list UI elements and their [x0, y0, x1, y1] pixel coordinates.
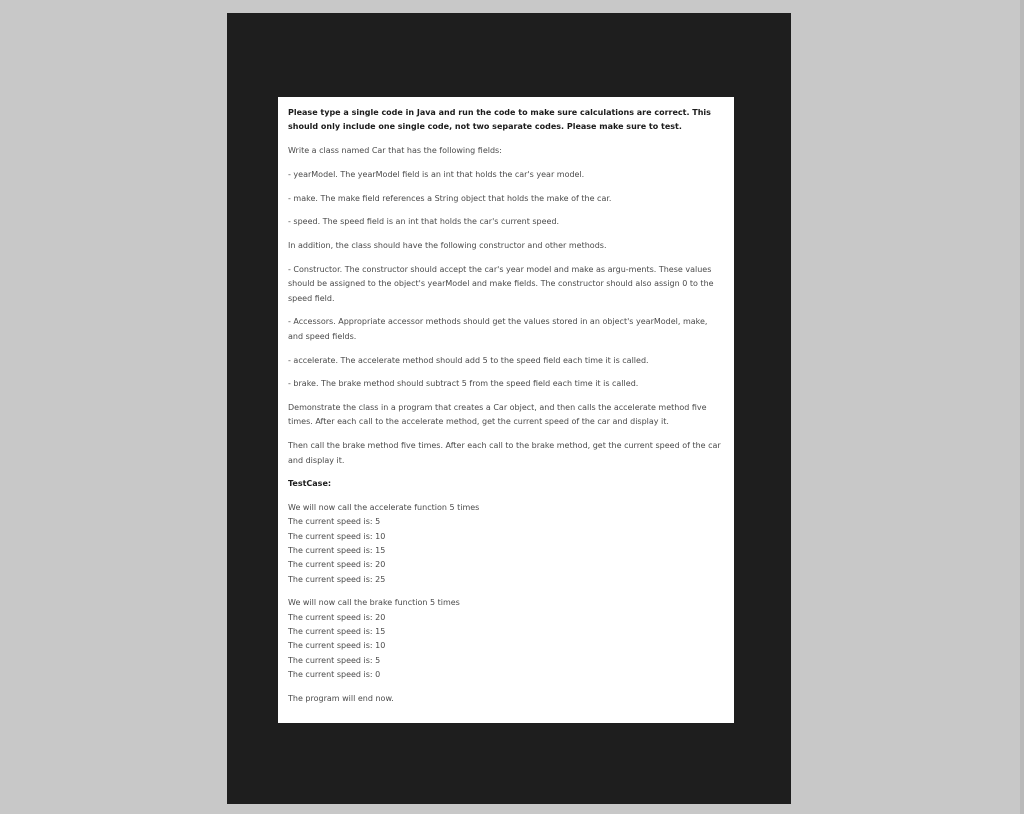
- output-line: The current speed is: 25: [288, 574, 386, 584]
- ending-line: The program will end now.: [288, 693, 394, 703]
- demo-paragraph: Demonstrate the class in a program that creates a Car object, and then calls the accelerate method five times. After each call to the accelerate method, get the current speed of the car and display it.: [288, 403, 707, 427]
- method-bullet-constructor: - Constructor. The constructor should accept the car's year model and make as argu-ments. These values should be assigned to the object's yearModel and make fields. The constructor should also assign 0 to the speed field.: [288, 265, 714, 303]
- output-line: The current speed is: 10: [288, 531, 386, 541]
- demo-paragraph: Then call the brake method five times. After each call to the brake method, get the current speed of the car and display it.: [288, 441, 721, 465]
- output-line: The current speed is: 10: [288, 641, 386, 651]
- instruction-paragraph: Please type a single code in Java and run the code to make sure calculations are correct. This should only include one single code, not two separate codes. Please make sure to test.: [288, 108, 711, 132]
- output-line: The current speed is: 15: [288, 546, 386, 556]
- body-paragraph: Write a class named Car that has the following fields:: [288, 146, 502, 156]
- method-bullet-brake: - brake. The brake method should subtract 5 from the speed field each time it is called.: [288, 379, 639, 389]
- method-bullet-accessors: - Accessors. Appropriate accessor methods should get the values stored in an object's yearModel, make, and speed fields.: [288, 317, 708, 341]
- output-line: The current speed is: 5: [288, 655, 381, 665]
- scrollbar-track[interactable]: [1020, 0, 1024, 814]
- body-paragraph: In addition, the class should have the following constructor and other methods.: [288, 241, 607, 251]
- field-bullet-make: - make. The make field references a String object that holds the make of the car.: [288, 193, 612, 203]
- output-line: The current speed is: 15: [288, 627, 386, 637]
- brake-output-block: [288, 596, 724, 682]
- output-line: We will now call the brake function 5 times: [288, 598, 460, 608]
- testcase-heading: TestCase:: [288, 479, 332, 489]
- document-sheet: [278, 97, 734, 723]
- output-line: The current speed is: 5: [288, 517, 381, 527]
- field-bullet-yearmodel: - yearModel. The yearModel field is an int that holds the car's year model.: [288, 169, 585, 179]
- output-line: The current speed is: 0: [288, 669, 381, 679]
- field-bullet-speed: - speed. The speed field is an int that holds the car's current speed.: [288, 217, 560, 227]
- output-line: The current speed is: 20: [288, 560, 386, 570]
- method-bullet-accelerate: - accelerate. The accelerate method should add 5 to the speed field each time it is called.: [288, 355, 649, 365]
- output-line: We will now call the accelerate function 5 times: [288, 503, 480, 513]
- accelerate-output-block: [288, 501, 724, 587]
- output-line: The current speed is: 20: [288, 612, 386, 622]
